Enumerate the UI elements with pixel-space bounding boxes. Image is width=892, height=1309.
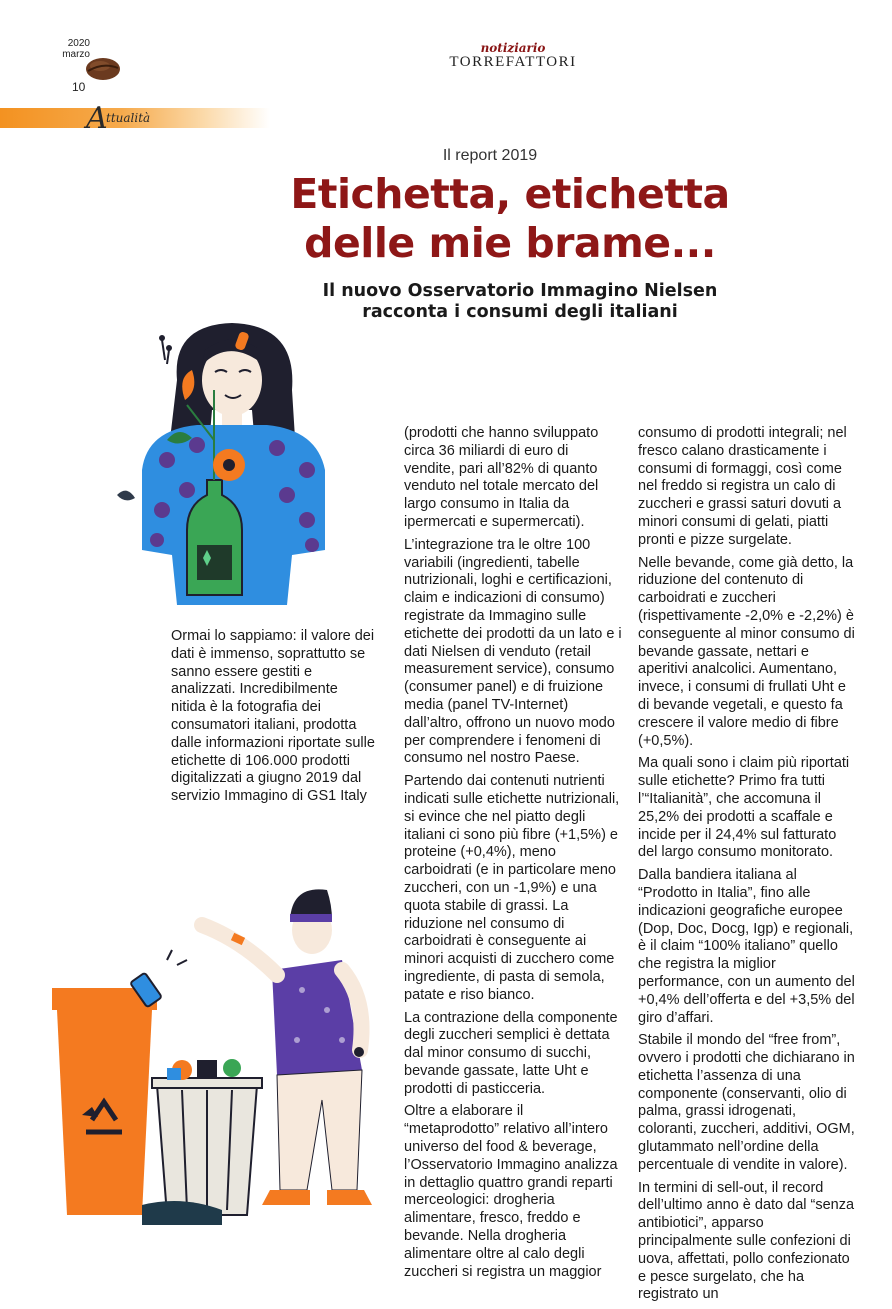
paragraph: (prodotti che hanno sviluppato circa 36 miliardi di euro di vendite, pari all’82% di quanto venduto nel totale mercato del largo consumo in Italia da ipermercati e supermercati). — [404, 425, 599, 530]
issue-month: marzo — [62, 49, 90, 60]
paragraph: La contrazione della componente degli zuccheri semplici è dettata dal minor consumo di succhi, bevande gassate, latte Uht e prodotti di pasticceria. — [404, 1009, 618, 1097]
paragraph: Ma quali sono i claim più riportati sulle etichette? Primo fra tutti l’“Italianità”, che accomuna il 25,2% dei prodotti a scaffale e incide per il 24,4% sul fatturato del largo consumo monitorato. — [638, 755, 850, 861]
paragraph: Nelle bevande, come già detto, la riduzione del contenuto di carboidrati e zuccheri (rispettivamente -2,0% e -2,2%) è conseguente al minor consumo di bevande gassate, nettari e aperitivi analcolici. Aumentano, invece, i consumi di frullati Uht e di bevande vegetali, e questo fa crescere il valore medio di fibre (+0,5%). — [638, 554, 855, 749]
section-name: ttualità — [106, 111, 151, 125]
page-number: 10 — [72, 80, 86, 94]
paragraph: Partendo dai contenuti nutrienti indicati sulle etichette nutrizionali, si evince che nel piatto degli italiani ci sono più fibre (+1,5%) e proteine (+0,4%), meno carboidrati (e in particolare meno zuccheri, con un -1,9%) e una quota stabile di grassi. La riduzione nel consumo di carboidrati è conseguente ai minori acquisti di zucchero come ingrediente, di pasta di semola, patate e riso bianco. — [404, 773, 620, 1003]
paragraph: Stabile il mondo del “free from”, ovvero i prodotti che dichiarano in etichetta l’assenza di una componente (conservanti, olio di palma, grassi idrogenati, coloranti, zuccheri, additivi, OGM, glutammato nell’ordine della percentuale di vendite in valore). — [638, 1032, 855, 1173]
subtitle-line-2: racconta i consumi degli italiani — [362, 302, 678, 322]
paragraph: L’integrazione tra le oltre 100 variabili (ingredienti, tabelle nutrizionali, loghi e certificazioni, claim e indicazioni di consumo) registrate da Immagino sulle etichette dei prodotti da un lato e i dati Nielsen di venduto (retail measurement service), consumo (consumer panel) e di fruizione media (panel TV-Internet) dall’altro, offrono un nuovo modo per comprendere i fenomeni di consumo nel nostro Paese. — [404, 536, 622, 767]
paragraph: Ormai lo sappiamo: il valore dei dati è immenso, soprattutto se sanno essere gestiti e analizzati. Incredibilmente nitida è la fotografia dei consumatori italiani, prodotta dalle informazioni riportate sulle etichette di 106.000 prodotti digitalizzati a giugno 2019 dal servizio Immagino di GS1 Italy — [171, 628, 375, 805]
title-line-1: Etichetta, etichetta — [290, 170, 730, 218]
man-recycling-illustration — [42, 880, 387, 1225]
article-column-2 — [404, 425, 622, 1286]
article-column-3 — [638, 425, 856, 1309]
paragraph: consumo di prodotti integrali; nel fresco calano drasticamente i consumi di formaggi, così come nel freddo si registra un calo di zuccheri e grassi saturi dovuti a minori consumi di gelati, piatti pronti e pizze surgelate. — [638, 425, 847, 548]
paragraph: In termini di sell-out, il record dell’ultimo anno è dato dal “senza antibiotici”, apparso principalmente sulle confezioni di uova, affettati, pollo confezionato e pesce surgelato, che ha registrato un — [638, 1179, 855, 1303]
article-subtitle — [260, 281, 780, 323]
brand-torrefattori: TORREFATTORI — [449, 54, 577, 70]
title-line-2: delle mie brame... — [304, 219, 716, 267]
coffee-bean-icon — [84, 56, 122, 82]
paragraph: Oltre a elaborare il “metaprodotto” relativo all’intero universo del food & beverage, l’Osservatorio Immagino analizza in dettaglio quattro grandi reparti merceologici: drogheria alimentare, fresco, freddo e bevande. Nella drogheria alimentare oltre al calo degli zuccheri si registra un maggior — [404, 1103, 618, 1280]
subtitle-line-1: Il nuovo Osservatorio Immagino Nielsen — [322, 281, 718, 301]
brand-notiziario: notiziario — [480, 41, 546, 55]
woman-with-flowers-illustration — [107, 320, 357, 605]
paragraph: Dalla bandiera italiana al “Prodotto in Italia”, fino alle indicazioni geografiche europee (Dop, Doc, Docg, Igp) e regionali, è il claim “100% italiano” quello che registra la miglior performance, con un aumento del +0,4% dell’offerta e del +3,5% del giro d’affari. — [638, 867, 855, 1026]
article-column-1 — [171, 628, 376, 811]
magazine-logo — [438, 42, 588, 70]
section-initial: A — [86, 101, 108, 136]
article-kicker: Il report 2019 — [442, 147, 538, 164]
issue-year: 2020 — [67, 38, 90, 49]
article-title — [200, 170, 820, 268]
